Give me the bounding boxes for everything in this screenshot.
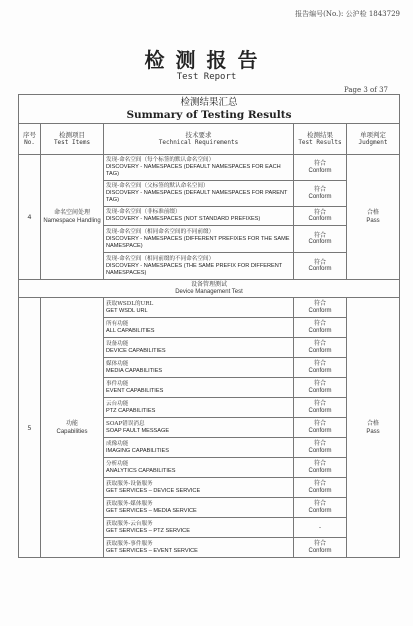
result-cell: 符合 Conform	[294, 155, 347, 181]
result-cell: 符合 Conform	[294, 298, 347, 318]
group5-judgment: 合格 Pass	[347, 298, 400, 558]
requirement-cell: 发现-命名空间（每个标签的默认命名空间） DISCOVERY - NAMESPACES (DEFAULT NAMESPACES FOR EACH TAG)	[104, 155, 294, 181]
col-no-header	[19, 124, 41, 155]
result-cell: 符合 Conform	[294, 438, 347, 458]
table-row	[19, 298, 400, 318]
summary-title-en: Summary of Testing Results	[126, 108, 292, 121]
requirement-cell: 发现-命名空间（父标签的默认命名空间） DISCOVERY - NAMESPACES (DEFAULT NAMESPACES FOR PARENT TAG)	[104, 181, 294, 207]
group5-number: 5	[19, 298, 41, 558]
col-req-header	[104, 124, 294, 155]
requirement-cell: 所有功能 ALL CAPABILITIES	[104, 318, 294, 338]
col-req-en: Technical Requirements	[158, 139, 239, 147]
summary-title-row	[19, 95, 400, 124]
result-cell: 符合 Conform	[294, 358, 347, 378]
section-header-row	[19, 280, 400, 298]
summary-title-cn: 检测结果汇总	[180, 96, 238, 108]
group4-test-item: 命名空间处理 Namespace Handling	[41, 155, 104, 280]
requirement-cell: 获取WSDL的URL GET WSDL URL	[104, 298, 294, 318]
col-judgment-en: Judgment	[358, 139, 388, 147]
result-cell: 符合 Conform	[294, 207, 347, 226]
result-cell: 符合 Conform	[294, 226, 347, 253]
result-cell: 符合 Conform	[294, 398, 347, 418]
requirement-cell: 获取服务-云台服务 GET SERVICES – PTZ SERVICE	[104, 518, 294, 538]
col-result-header	[294, 124, 347, 155]
results-table	[18, 94, 400, 558]
requirement-cell: 分析功能 ANALYTICS CAPABILITIES	[104, 458, 294, 478]
requirement-cell: 云台功能 PTZ CAPABILITIES	[104, 398, 294, 418]
column-header-row	[19, 124, 400, 155]
page-indicator: Page 3 of 37	[343, 86, 388, 94]
result-cell: 符合 Conform	[294, 478, 347, 498]
col-result-en: Test Results	[298, 139, 342, 147]
requirement-cell: SOAP错误消息 SOAP FAULT MESSAGE	[104, 418, 294, 438]
result-cell: 符合 Conform	[294, 498, 347, 518]
result-cell: 符合 Conform	[294, 253, 347, 280]
result-cell: 符合 Conform	[294, 418, 347, 438]
group4-number: 4	[19, 155, 41, 280]
report-number: 报告编号(No.): 公沪检 1843729	[295, 10, 400, 18]
report-title-en: Test Report	[176, 72, 237, 82]
col-req-cn: 技术要求	[185, 131, 212, 140]
result-cell: 符合 Conform	[294, 378, 347, 398]
col-item-en: Test Items	[53, 139, 91, 147]
result-cell: 符合 Conform	[294, 338, 347, 358]
requirement-cell: 获取服务-事件服务 GET SERVICES – EVENT SERVICE	[104, 538, 294, 558]
requirement-cell: 获取服务-设备服务 GET SERVICES – DEVICE SERVICE	[104, 478, 294, 498]
requirement-cell: 发现-命名空间（相同前缀的不同命名空间） DISCOVERY - NAMESPACES (THE SAME PREFIX FOR DIFFERENT NAMESPACES)	[104, 253, 294, 280]
requirement-cell: 获取服务-媒体服务 GET SERVICES – MEDIA SERVICE	[104, 498, 294, 518]
requirement-cell: 发现-命名空间（相同命名空间的不同前缀） DISCOVERY - NAMESPACES (DIFFERENT PREFIXES FOR THE SAME NAMESPACE)	[104, 226, 294, 253]
result-cell: 符合 Conform	[294, 458, 347, 478]
col-no-cn: 序号	[23, 131, 36, 140]
result-cell: 符合 Conform	[294, 181, 347, 207]
requirement-cell: 设备功能 DEVICE CAPABILITIES	[104, 338, 294, 358]
group5-test-item: 功能 Capabilities	[41, 298, 104, 558]
col-judgment-header	[347, 124, 400, 155]
requirement-cell: 成像功能 IMAGING CAPABILITIES	[104, 438, 294, 458]
section-header: 设备管理测试 Device Management Test	[19, 280, 400, 298]
result-cell: -	[294, 518, 347, 538]
result-cell: 符合 Conform	[294, 538, 347, 558]
requirement-cell: 媒体功能 MEDIA CAPABILITIES	[104, 358, 294, 378]
result-cell: 符合 Conform	[294, 318, 347, 338]
col-no-en: No.	[24, 139, 35, 147]
col-item-header	[41, 124, 104, 155]
requirement-cell: 事件功能 EVENT CAPABILITIES	[104, 378, 294, 398]
table-row	[19, 155, 400, 181]
col-item-cn: 检测项目	[59, 131, 85, 140]
col-judgment-cn: 单项判定	[360, 131, 386, 140]
group4-judgment: 合格 Pass	[347, 155, 400, 280]
col-result-cn: 检测结果	[307, 131, 333, 140]
report-title-cn: 检测报告	[144, 48, 269, 72]
requirement-cell: 发现-命名空间（非标准前缀） DISCOVERY - NAMESPACES (NOT STANDARD PREFIXES)	[104, 207, 294, 226]
